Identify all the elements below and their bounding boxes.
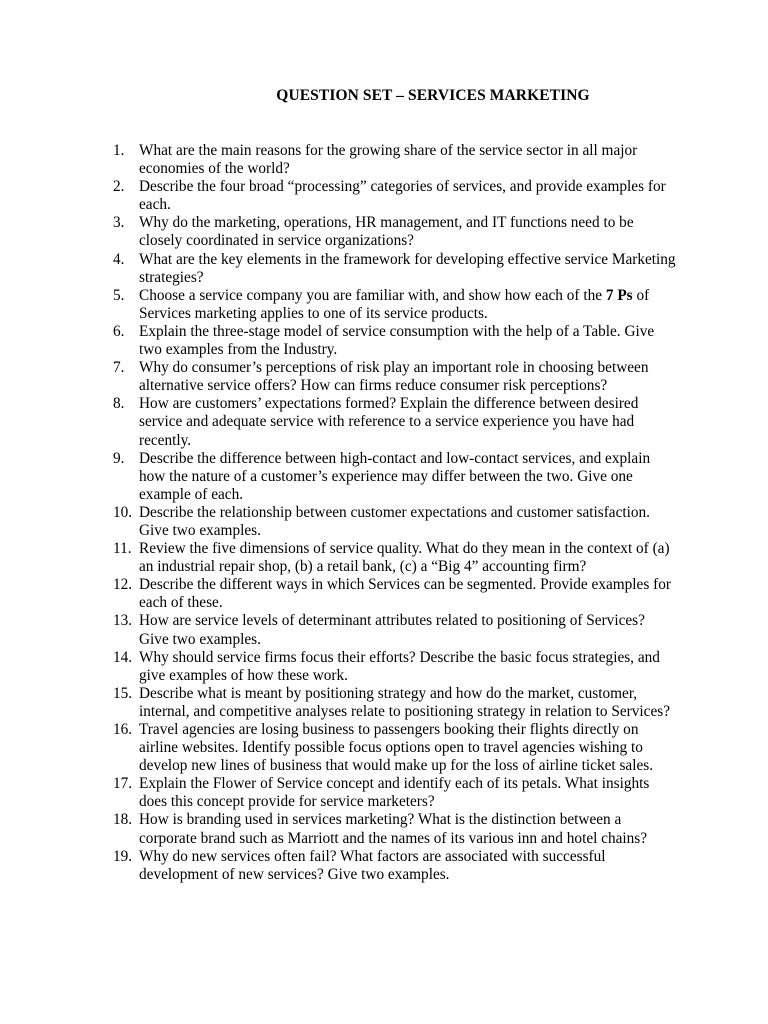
question-item bbox=[113, 540, 678, 576]
question-number: 16. bbox=[113, 721, 133, 738]
question-emphasis: 7 Ps bbox=[605, 286, 633, 304]
question-item bbox=[113, 775, 678, 811]
question-item bbox=[113, 214, 678, 250]
question-text: Describe the four broad “processing” categories of services, and provide examples for each. bbox=[139, 178, 666, 214]
question-number: 10. bbox=[113, 503, 133, 521]
question-text-part: of Services marketing applies to one of its service products. bbox=[139, 286, 650, 322]
question-text: How is branding used in services marketing? What is the distinction between a corporate brand such as Marriott and the names of its various inn and hotel chains? bbox=[139, 811, 648, 847]
question-text: Describe the difference between high-contact and low-contact services, and explain how the nature of a customer’s experience may differ between the two. Give one example of each. bbox=[139, 449, 651, 503]
question-text: Review the five dimensions of service quality. What do they mean in the context of (a) an industrial repair shop, (b) a retail bank, (c) a “Big 4” accounting firm? bbox=[139, 540, 670, 576]
question-number: 2. bbox=[113, 178, 125, 196]
document-title: QUESTION SET – SERVICES MARKETING bbox=[276, 87, 590, 104]
question-text: Describe what is meant by positioning strategy and how do the market, customer, internal, and competitive analyses relate to positioning strategy in relation to Services? bbox=[139, 684, 670, 720]
question-item bbox=[113, 576, 678, 612]
question-number: 8. bbox=[113, 395, 125, 413]
question-item bbox=[113, 251, 678, 287]
question-text: Why do the marketing, operations, HR management, and IT functions need to be closely coordinated in service organizations? bbox=[139, 214, 634, 250]
question-number: 9. bbox=[113, 449, 125, 467]
question-item bbox=[113, 685, 678, 721]
question-number: 14. bbox=[113, 648, 133, 666]
question-number: 6. bbox=[113, 322, 125, 340]
question-number: 18. bbox=[113, 811, 133, 829]
question-number: 19. bbox=[113, 847, 133, 865]
question-text: Why do consumer’s perceptions of risk play an important role in choosing between alternative service offers? How can firms reduce consumer risk perceptions? bbox=[139, 359, 649, 395]
question-text: Describe the different ways in which Services can be segmented. Provide examples for each of these. bbox=[139, 576, 671, 612]
question-number: 4. bbox=[113, 250, 125, 268]
question-item bbox=[113, 450, 678, 504]
question-number: 17. bbox=[113, 775, 133, 793]
question-item bbox=[113, 323, 678, 359]
question-number: 15. bbox=[113, 684, 133, 702]
question-number: 13. bbox=[113, 612, 133, 630]
question-number: 7. bbox=[113, 359, 125, 377]
question-item bbox=[113, 649, 678, 685]
question-text: Travel agencies are losing business to passengers booking their flights directly on airline websites. Identify possible focus options open to travel agencies wishing to develop new lines of business that would make up for the loss of airline ticket sales. bbox=[139, 721, 654, 775]
question-number: 11. bbox=[113, 540, 132, 558]
question-item bbox=[113, 359, 678, 395]
question-item bbox=[113, 721, 678, 775]
question-text: What are the key elements in the framework for developing effective service Marketing strategies? bbox=[139, 250, 676, 286]
question-text: Explain the Flower of Service concept and identify each of its petals. What insights does this concept provide for service marketers? bbox=[139, 775, 650, 811]
question-item bbox=[113, 848, 678, 884]
question-item bbox=[113, 504, 678, 540]
question-text-part: Choose a service company you are familiar with, and show how each of the bbox=[139, 286, 606, 304]
question-item bbox=[113, 287, 678, 323]
question-item bbox=[113, 811, 678, 847]
question-text: What are the main reasons for the growing share of the service sector in all major economies of the world? bbox=[139, 142, 638, 178]
question-item bbox=[113, 395, 678, 449]
question-text: Describe the relationship between customer expectations and customer satisfaction. Give two examples. bbox=[139, 503, 650, 539]
question-text: How are customers’ expectations formed? Explain the difference between desired service and adequate service with reference to a service experience you have had recently. bbox=[139, 395, 639, 449]
question-text: Explain the three-stage model of service consumption with the help of a Table. Give two examples from the Industry. bbox=[139, 322, 655, 359]
question-item bbox=[113, 612, 678, 648]
question-list bbox=[113, 142, 678, 884]
question-number: 1. bbox=[113, 142, 125, 159]
question-number: 5. bbox=[113, 286, 125, 304]
question-item bbox=[113, 178, 678, 214]
question-item bbox=[113, 142, 678, 178]
question-number: 12. bbox=[113, 576, 133, 594]
question-text: Why do new services often fail? What factors are associated with successful development of new services? Give two examples. bbox=[139, 847, 606, 883]
question-number: 3. bbox=[113, 214, 125, 232]
question-text: Why should service firms focus their efforts? Describe the basic focus strategies, and give examples of how these work. bbox=[139, 648, 660, 684]
question-text bbox=[139, 287, 678, 323]
question-text: How are service levels of determinant attributes related to positioning of Services? Give two examples. bbox=[139, 612, 645, 648]
